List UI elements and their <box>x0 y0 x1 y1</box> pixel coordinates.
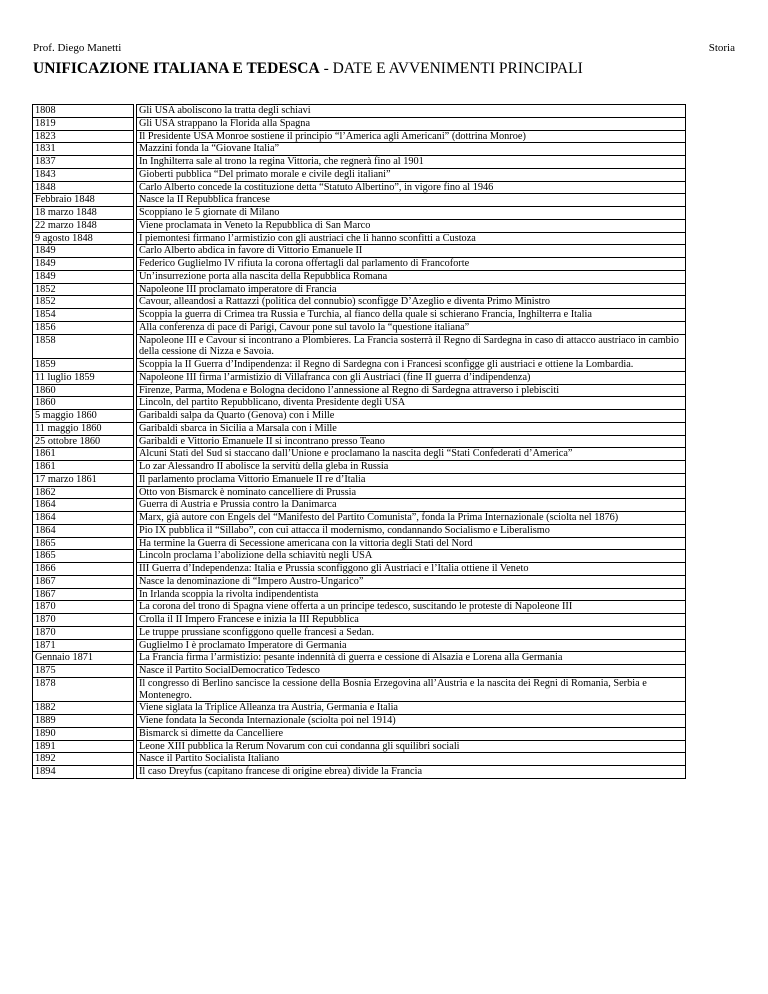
event-date: 1861 <box>33 448 134 461</box>
event-description: Nasce la denominazione di “Impero Austro-Ungarico” <box>137 575 686 588</box>
event-date: 1860 <box>33 397 134 410</box>
table-row <box>33 677 686 702</box>
event-date: 1852 <box>33 296 134 309</box>
event-date: 1865 <box>33 537 134 550</box>
table-row <box>33 512 686 525</box>
page-title-sub: - DATE E AVVENIMENTI PRINCIPALI <box>319 60 583 77</box>
event-description: Alla conferenza di pace di Parigi, Cavour pone sul tavolo la “questione italiana” <box>137 321 686 334</box>
event-description: Federico Guglielmo IV rifiuta la corona offertagli dal parlamento di Francoforte <box>137 258 686 271</box>
table-row <box>33 245 686 258</box>
table-row <box>33 422 686 435</box>
table-row <box>33 473 686 486</box>
table-row <box>33 270 686 283</box>
event-date: 1861 <box>33 461 134 474</box>
table-row <box>33 232 686 245</box>
event-description: Leone XIII pubblica la Rerum Novarum con cui condanna gli squilibri sociali <box>137 740 686 753</box>
table-row <box>33 309 686 322</box>
table-row <box>33 105 686 118</box>
event-date: 9 agosto 1848 <box>33 232 134 245</box>
table-row <box>33 384 686 397</box>
event-description: Guerra di Austria e Prussia contro la Danimarca <box>137 499 686 512</box>
event-description: La Francia firma l’armistizio: pesante indennità di guerra e cessione di Alsazia e Lorena alla Germania <box>137 652 686 665</box>
event-date: 1808 <box>33 105 134 118</box>
event-date: 1878 <box>33 677 134 702</box>
event-description: Cavour, alleandosi a Rattazzi (politica del connubio) sconfigge D’Azeglio e diventa Primo Ministro <box>137 296 686 309</box>
table-row <box>33 194 686 207</box>
event-description: Crolla il II Impero Francese e inizia la III Repubblica <box>137 614 686 627</box>
event-description: Otto von Bismarck è nominato cancelliere di Prussia <box>137 486 686 499</box>
event-date: 1862 <box>33 486 134 499</box>
event-description: Pio IX pubblica il “Sillabo”, con cui attacca il modernismo, condannando Socialismo e Liberalismo <box>137 524 686 537</box>
table-row <box>33 715 686 728</box>
table-row <box>33 575 686 588</box>
table-row <box>33 117 686 130</box>
table-row <box>33 410 686 423</box>
event-date: 1864 <box>33 499 134 512</box>
event-date: 11 luglio 1859 <box>33 371 134 384</box>
event-description: Carlo Alberto abdica in favore di Vittorio Emanuele II <box>137 245 686 258</box>
event-description: Gioberti pubblica “Del primato morale e civile degli italiani” <box>137 168 686 181</box>
table-row <box>33 321 686 334</box>
table-row <box>33 156 686 169</box>
event-date: 25 ottobre 1860 <box>33 435 134 448</box>
event-description: Scoppiano le 5 giornate di Milano <box>137 207 686 220</box>
table-row <box>33 461 686 474</box>
event-date: 1859 <box>33 359 134 372</box>
table-row <box>33 537 686 550</box>
table-row <box>33 207 686 220</box>
event-description: Nasce il Partito Socialista Italiano <box>137 753 686 766</box>
event-description: Bismarck si dimette da Cancelliere <box>137 727 686 740</box>
event-description: III Guerra d’Independenza: Italia e Prussia sconfiggono gli Austriaci e l’Italia ottiene il Veneto <box>137 563 686 576</box>
event-date: 1892 <box>33 753 134 766</box>
event-date: 1889 <box>33 715 134 728</box>
event-description: Il caso Dreyfus (capitano francese di origine ebrea) divide la Francia <box>137 766 686 779</box>
table-row <box>33 499 686 512</box>
event-date: 1854 <box>33 309 134 322</box>
event-date: 1831 <box>33 143 134 156</box>
event-date: 1890 <box>33 727 134 740</box>
event-date: 1867 <box>33 575 134 588</box>
page-title <box>33 60 583 78</box>
event-description: La corona del trono di Spagna viene offerta a un principe tedesco, suscitando le proteste di Napoleone III <box>137 601 686 614</box>
event-date: 1849 <box>33 270 134 283</box>
table-row <box>33 652 686 665</box>
table-row <box>33 334 686 359</box>
event-description: Le truppe prussiane sconfiggono quelle francesi a Sedan. <box>137 626 686 639</box>
table-row <box>33 168 686 181</box>
event-description: Un’insurrezione porta alla nascita della Repubblica Romana <box>137 270 686 283</box>
event-date: 1848 <box>33 181 134 194</box>
event-date: 1870 <box>33 626 134 639</box>
event-date: Febbraio 1848 <box>33 194 134 207</box>
event-description: Ha termine la Guerra di Secessione americana con la vittoria degli Stati del Nord <box>137 537 686 550</box>
table-row <box>33 639 686 652</box>
event-date: 1882 <box>33 702 134 715</box>
page-title-main: UNIFICAZIONE ITALIANA E TEDESCA <box>33 60 320 77</box>
event-description: Nasce il Partito SocialDemocratico Tedesco <box>137 665 686 678</box>
event-date: 1864 <box>33 524 134 537</box>
event-description: Gli USA aboliscono la tratta degli schiavi <box>137 105 686 118</box>
event-date: 1856 <box>33 321 134 334</box>
event-date: 1860 <box>33 384 134 397</box>
event-date: 1871 <box>33 639 134 652</box>
table-row <box>33 283 686 296</box>
event-description: Napoleone III e Cavour si incontrano a Plombieres. La Francia sosterrà il Regno di Sardegna in caso di attacco austriaco in cambio della cessione di Nizza e Savoia. <box>137 334 686 359</box>
event-date: 1843 <box>33 168 134 181</box>
event-description: Firenze, Parma, Modena e Bologna decidono l’annessione al Regno di Sardegna attraverso i plebisciti <box>137 384 686 397</box>
event-description: Lincoln proclama l’abolizione della schiavitù negli USA <box>137 550 686 563</box>
event-date: 1894 <box>33 766 134 779</box>
table-row <box>33 524 686 537</box>
event-date: 22 marzo 1848 <box>33 219 134 232</box>
table-row <box>33 359 686 372</box>
event-description: Viene fondata la Seconda Internazionale (sciolta poi nel 1914) <box>137 715 686 728</box>
table-row <box>33 740 686 753</box>
event-date: 1891 <box>33 740 134 753</box>
event-description: Scoppia la II Guerra d’Indipendenza: il Regno di Sardegna con i Francesi sconfigge gli austriaci e ottiene la Lombardia. <box>137 359 686 372</box>
author-label: Prof. Diego Manetti <box>33 42 122 54</box>
event-date: 1870 <box>33 601 134 614</box>
event-description: Napoleone III proclamato imperatore di Francia <box>137 283 686 296</box>
event-description: Viene siglata la Triplice Alleanza tra Austria, Germania e Italia <box>137 702 686 715</box>
table-row <box>33 588 686 601</box>
event-date: Gennaio 1871 <box>33 652 134 665</box>
event-description: In Inghilterra sale al trono la regina Vittoria, che regnerà fino al 1901 <box>137 156 686 169</box>
event-date: 1867 <box>33 588 134 601</box>
table-row <box>33 702 686 715</box>
event-date: 1870 <box>33 614 134 627</box>
table-row <box>33 143 686 156</box>
table-row <box>33 130 686 143</box>
event-date: 1865 <box>33 550 134 563</box>
event-description: Guglielmo I è proclamato Imperatore di Germania <box>137 639 686 652</box>
table-row <box>33 435 686 448</box>
event-description: Il Presidente USA Monroe sostiene il principio “l’America agli Americani” (dottrina Monroe) <box>137 130 686 143</box>
table-row <box>33 601 686 614</box>
table-row <box>33 550 686 563</box>
event-description: Gli USA strappano la Florida alla Spagna <box>137 117 686 130</box>
event-description: In Irlanda scoppia la rivolta indipendentista <box>137 588 686 601</box>
event-description: Nasce la II Repubblica francese <box>137 194 686 207</box>
event-date: 1864 <box>33 512 134 525</box>
event-description: Mazzini fonda la “Giovane Italia” <box>137 143 686 156</box>
event-date: 1849 <box>33 245 134 258</box>
table-row <box>33 727 686 740</box>
table-row <box>33 296 686 309</box>
event-description: Garibaldi e Vittorio Emanuele II si incontrano presso Teano <box>137 435 686 448</box>
event-description: Carlo Alberto concede la costituzione detta “Statuto Albertino”, in vigore fino al 1946 <box>137 181 686 194</box>
table-row <box>33 614 686 627</box>
event-description: Alcuni Stati del Sud si staccano dall’Unione e proclamano la nascita degli “Stati Confederati d’America” <box>137 448 686 461</box>
table-row <box>33 766 686 779</box>
table-row <box>33 181 686 194</box>
events-table-body <box>33 105 686 779</box>
event-date: 11 maggio 1860 <box>33 422 134 435</box>
event-date: 1866 <box>33 563 134 576</box>
table-row <box>33 371 686 384</box>
event-description: Lincoln, del partito Repubblicano, diventa Presidente degli USA <box>137 397 686 410</box>
event-description: Viene proclamata in Veneto la Repubblica di San Marco <box>137 219 686 232</box>
event-description: Garibaldi sbarca in Sicilia a Marsala con i Mille <box>137 422 686 435</box>
table-row <box>33 448 686 461</box>
event-description: Il congresso di Berlino sancisce la cessione della Bosnia Erzegovina all’Austria e la nascita dei Regni di Romania, Serbia e Montenegro. <box>137 677 686 702</box>
event-description: Marx, già autore con Engels del “Manifesto del Partito Comunista”, fonda la Prima Internazionale (sciolta nel 1876) <box>137 512 686 525</box>
event-date: 1858 <box>33 334 134 359</box>
event-description: Garibaldi salpa da Quarto (Genova) con i Mille <box>137 410 686 423</box>
event-description: I piemontesi firmano l’armistizio con gli austriaci che li hanno sconfitti a Custoza <box>137 232 686 245</box>
table-row <box>33 258 686 271</box>
event-description: Lo zar Alessandro II abolisce la servitù della gleba in Russia <box>137 461 686 474</box>
event-date: 1819 <box>33 117 134 130</box>
event-description: Scoppia la guerra di Crimea tra Russia e Turchia, al fianco della quale si schierano Francia, Inghilterra e Italia <box>137 309 686 322</box>
table-row <box>33 219 686 232</box>
table-row <box>33 486 686 499</box>
events-table <box>32 104 686 779</box>
event-description: Il parlamento proclama Vittorio Emanuele II re d’Italia <box>137 473 686 486</box>
table-row <box>33 753 686 766</box>
event-date: 18 marzo 1848 <box>33 207 134 220</box>
event-date: 17 marzo 1861 <box>33 473 134 486</box>
event-date: 5 maggio 1860 <box>33 410 134 423</box>
event-date: 1823 <box>33 130 134 143</box>
event-date: 1852 <box>33 283 134 296</box>
event-date: 1849 <box>33 258 134 271</box>
table-row <box>33 563 686 576</box>
table-row <box>33 626 686 639</box>
event-date: 1837 <box>33 156 134 169</box>
event-date: 1875 <box>33 665 134 678</box>
table-row <box>33 397 686 410</box>
event-description: Napoleone III firma l’armistizio di Villafranca con gli Austriaci (fine II guerra d’indipendenza) <box>137 371 686 384</box>
subject-label: Storia <box>708 42 735 54</box>
table-row <box>33 665 686 678</box>
